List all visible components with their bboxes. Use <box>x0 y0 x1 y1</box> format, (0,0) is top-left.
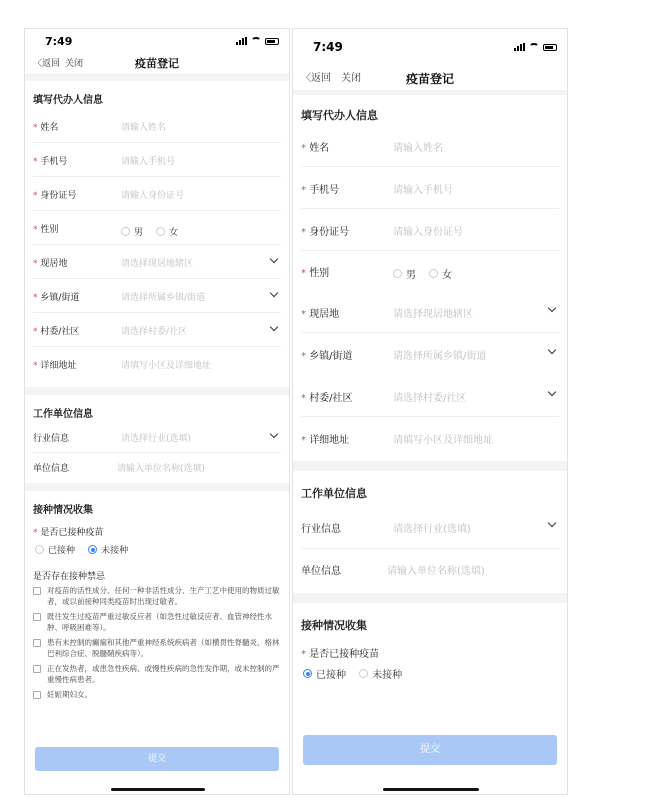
work-info-section <box>293 471 567 593</box>
close-button[interactable]: 关闭 <box>65 59 84 69</box>
checkbox[interactable] <box>33 639 41 647</box>
chevron-down-icon[interactable] <box>270 255 278 263</box>
community-row[interactable]: * 村委/社区 请选择村委/社区 <box>33 313 281 347</box>
phone-input[interactable]: 请输入手机号 <box>121 157 176 167</box>
id-number-input[interactable]: 请输入身份证号 <box>393 227 463 238</box>
residence-row[interactable]: * 现居地 请选择现居地辖区 <box>301 291 559 333</box>
section-title: 工作单位信息 <box>33 409 93 420</box>
contraindication-item[interactable]: 正在发热者，或患急性疾病、或慢性疾病的急性发作期，或未控制的严重慢性病患者。 <box>33 663 281 685</box>
back-button[interactable]: 〈返回 <box>301 73 331 84</box>
submit-button[interactable]: 提交 <box>35 747 279 771</box>
phone-row[interactable]: * 手机号 请输入手机号 <box>301 167 559 209</box>
phone-input[interactable]: 请输入手机号 <box>393 185 453 196</box>
residence-row[interactable]: * 现居地 请选择现居地辖区 <box>33 245 281 279</box>
page-title: 疫苗登记 <box>405 72 454 86</box>
address-row[interactable]: * 详细地址 请填写小区及详细地址 <box>301 417 559 459</box>
vaccine-section: 接种情况收集 * 是否已接种疫苗 已接种 未接种 是否存在接种禁忌 对疫苗的活性成分、任何一种非活性成分、生产工艺中使用的物质过敏者，或以前接种同类疫苗时出现过敏者。 既往发生过疫苗严重过敏反应者（如急性过敏反应者、血管神经性水肿、呼吸困难等）。 患有未控制的癫痫和其他严重神经系统疾病者（如横贯性脊髓炎、格林巴利综合症、脱髓鞘疾病等）。 正在发热者，或患急性疾病、或慢性疾病的急性发作期，或未控制的严重慢性病患者。 妊娠期妇女。 提交 <box>25 491 289 795</box>
community-select[interactable]: 请选择村委/社区 <box>121 327 188 337</box>
wifi-icon <box>529 43 539 51</box>
contraindication-item[interactable]: 妊娠期妇女。 <box>33 689 281 700</box>
agent-info-section <box>25 81 289 387</box>
chevron-down-icon[interactable] <box>270 323 278 331</box>
gender-row: * 性别 男 女 <box>301 268 453 281</box>
gender-female-radio[interactable] <box>429 269 438 278</box>
vaccinated-no-radio[interactable] <box>359 669 368 678</box>
town-select[interactable]: 请选择所属乡镇/街道 <box>393 351 487 362</box>
phone-screen-right <box>292 28 568 795</box>
address-input[interactable]: 请填写小区及详细地址 <box>121 361 212 371</box>
section-title: 填写代办人信息 <box>301 109 378 122</box>
industry-select[interactable]: 请选择行业(选填) <box>393 524 471 535</box>
close-button[interactable]: 关闭 <box>341 73 361 84</box>
community-row[interactable]: * 村委/社区 请选择村委/社区 <box>301 375 559 417</box>
section-title: 工作单位信息 <box>301 487 367 500</box>
residence-select[interactable]: 请选择现居地辖区 <box>121 259 194 269</box>
id-number-row[interactable]: * 身份证号 请输入身份证号 <box>33 177 281 211</box>
page-title: 疫苗登记 <box>135 57 179 70</box>
chevron-down-icon[interactable] <box>270 289 278 297</box>
signal-icon <box>236 37 247 45</box>
contraindication-title: 是否存在接种禁忌 <box>33 572 106 582</box>
section-title: 填写代办人信息 <box>33 95 103 106</box>
battery-icon <box>543 44 557 51</box>
chevron-down-icon[interactable] <box>270 430 278 438</box>
back-button[interactable]: 〈返回 <box>33 59 61 69</box>
company-input[interactable]: 请输入单位名称(选填) <box>387 566 485 577</box>
submit-button[interactable]: 提交 <box>303 735 557 765</box>
status-time: 7:49 <box>45 35 73 48</box>
contraindication-item[interactable]: 患有未控制的癫痫和其他严重神经系统疾病者（如横贯性脊髓炎、格林巴利综合症、脱髓鞘疾病等）。 <box>33 637 281 659</box>
gender-male-radio[interactable] <box>121 227 130 236</box>
address-input[interactable]: 请填写小区及详细地址 <box>393 435 493 446</box>
chevron-down-icon[interactable] <box>548 304 556 312</box>
status-bar <box>293 29 567 59</box>
company-row[interactable]: 单位信息 请输入单位名称(选填) <box>33 453 281 481</box>
town-row[interactable]: * 乡镇/街道 请选择所属乡镇/街道 <box>33 279 281 313</box>
wifi-icon <box>251 37 261 45</box>
phone-row[interactable]: * 手机号 请输入手机号 <box>33 143 281 177</box>
industry-select[interactable]: 请选择行业(选填) <box>121 434 192 444</box>
checkbox[interactable] <box>33 613 41 621</box>
status-time: 7:49 <box>313 40 343 54</box>
gender-male-radio[interactable] <box>393 269 402 278</box>
name-input[interactable]: 请输入姓名 <box>121 123 167 133</box>
company-row[interactable]: 单位信息 请输入单位名称(选填) <box>301 549 559 589</box>
agent-info-section <box>293 95 567 461</box>
home-indicator <box>111 788 205 791</box>
vaccinated-no-radio[interactable] <box>88 545 97 554</box>
address-row[interactable]: * 详细地址 请填写小区及详细地址 <box>33 347 281 381</box>
phone-screen-left <box>24 28 290 795</box>
work-info-section <box>25 395 289 483</box>
vaccinated-yes-radio[interactable] <box>303 669 312 678</box>
community-select[interactable]: 请选择村委/社区 <box>393 393 467 404</box>
residence-select[interactable]: 请选择现居地辖区 <box>393 309 473 320</box>
checkbox[interactable] <box>33 587 41 595</box>
home-indicator <box>383 788 479 791</box>
vaccinated-yes-radio[interactable] <box>35 545 44 554</box>
id-number-row[interactable]: * 身份证号 请输入身份证号 <box>301 209 559 251</box>
id-number-input[interactable]: 请输入身份证号 <box>121 191 185 201</box>
nav-bar <box>293 59 567 91</box>
status-bar <box>25 29 289 51</box>
industry-row[interactable]: 行业信息 请选择行业(选填) <box>33 421 281 453</box>
town-select[interactable]: 请选择所属乡镇/街道 <box>121 293 206 303</box>
contraindication-item[interactable]: 既往发生过疫苗严重过敏反应者（如急性过敏反应者、血管神经性水肿、呼吸困难等）。 <box>33 611 281 633</box>
checkbox[interactable] <box>33 665 41 673</box>
industry-row[interactable]: 行业信息 请选择行业(选填) <box>301 505 559 549</box>
name-row[interactable]: * 姓名 请输入姓名 <box>33 109 281 143</box>
vaccine-section: 接种情况收集 * 是否已接种疫苗 已接种 未接种 提交 <box>293 603 567 795</box>
company-input[interactable]: 请输入单位名称(选填) <box>117 464 206 474</box>
section-title: 接种情况收集 <box>301 619 367 632</box>
signal-icon <box>514 43 525 51</box>
chevron-down-icon[interactable] <box>548 519 556 527</box>
checkbox[interactable] <box>33 691 41 699</box>
name-input[interactable]: 请输入姓名 <box>393 143 443 154</box>
nav-bar <box>25 51 289 75</box>
gender-row: * 性别 男 女 <box>33 211 281 245</box>
battery-icon <box>265 38 279 45</box>
town-row[interactable]: * 乡镇/街道 请选择所属乡镇/街道 <box>301 333 559 375</box>
chevron-down-icon[interactable] <box>548 346 556 354</box>
chevron-down-icon[interactable] <box>548 388 556 396</box>
contraindication-item[interactable]: 对疫苗的活性成分、任何一种非活性成分、生产工艺中使用的物质过敏者，或以前接种同类疫苗时出现过敏者。 <box>33 585 281 607</box>
section-title: 接种情况收集 <box>33 505 93 516</box>
name-row[interactable]: * 姓名 请输入姓名 <box>301 125 559 167</box>
gender-female-radio[interactable] <box>156 227 165 236</box>
